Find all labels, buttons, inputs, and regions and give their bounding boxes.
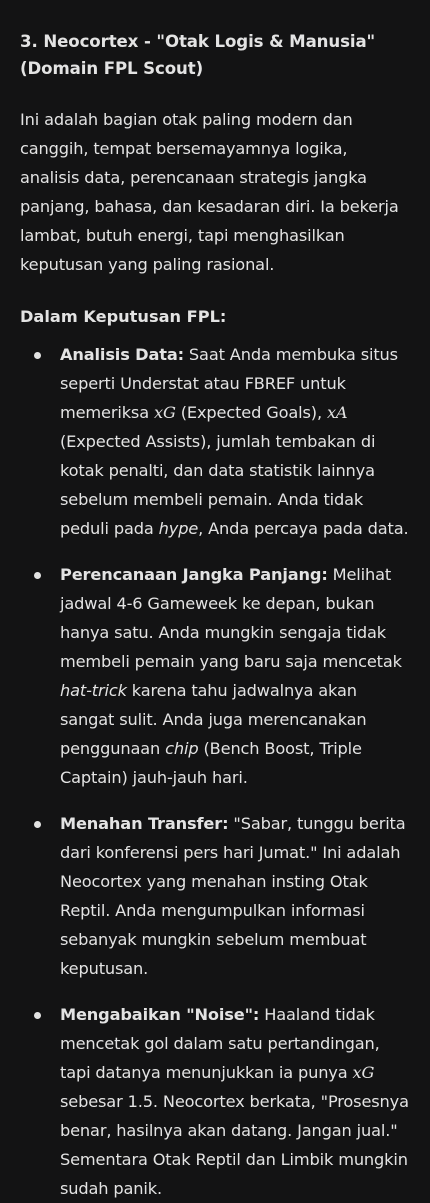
section-title-line1: 3. Neocortex - "Otak Logis & Manusia"	[20, 32, 376, 51]
list-item-perencanaan	[20, 560, 410, 792]
item-label: Perencanaan Jangka Panjang:	[60, 565, 328, 584]
item-text: (Bench Boost, Triple Captain) jauh-jauh hari.	[60, 739, 362, 787]
emphasis-text: hat-trick	[60, 681, 127, 700]
list-item-analisis-data	[20, 340, 410, 543]
item-text: Saat Anda membuka situs seperti Understat atau FBREF untuk memeriksa	[60, 345, 398, 422]
section-title-line2: (Domain FPL Scout)	[20, 59, 204, 78]
intro-paragraph: Ini adalah bagian otak paling modern dan canggih, tempat bersemayamnya logika, analisis data, perencanaan strategis jangka panjang, bahasa, dan kesadaran diri. Ia bekerja lambat, butuh energi, tapi menghasilkan keputusan yang paling rasional.	[20, 110, 399, 274]
math-xg: xG	[153, 403, 176, 422]
item-text: karena tahu jadwalnya akan sangat sulit. Anda juga merencanakan penggunaan	[60, 681, 367, 758]
item-text: , Anda percaya pada data.	[198, 519, 409, 538]
bullet-icon	[34, 821, 41, 828]
emphasis-text: hype	[158, 519, 199, 538]
bullet-icon	[34, 352, 41, 359]
item-label: Mengabaikan "Noise":	[60, 1005, 260, 1024]
item-text: sebesar 1.5. Neocortex berkata, "Prosesnya benar, hasilnya akan datang. Jangan jual." Sementara Otak Reptil dan Limbik mungkin sudah panik.	[60, 1092, 409, 1198]
list-item-mengabaikan-noise	[20, 1000, 410, 1203]
item-text: "Sabar, tunggu berita dari konferensi pers hari Jumat." Ini adalah Neocortex yang menahan insting Otak Reptil. Anda mengumpulkan informasi sebanyak mungkin sebelum membuat keputusan.	[60, 814, 406, 978]
item-label: Analisis Data:	[60, 345, 184, 364]
decision-list	[20, 340, 410, 1203]
math-xa: xA	[326, 403, 348, 422]
item-text: (Expected Assists), jumlah tembakan di kotak penalti, dan data statistik lainnya sebelum membeli pemain. Anda tidak peduli pada	[60, 432, 376, 538]
subheading: Dalam Keputusan FPL:	[20, 307, 227, 326]
bullet-icon	[34, 1012, 41, 1019]
section-title	[20, 28, 410, 82]
item-label: Menahan Transfer:	[60, 814, 229, 833]
item-text: (Expected Goals),	[175, 403, 327, 422]
emphasis-text: chip	[165, 739, 199, 758]
list-item-menahan-transfer	[20, 809, 410, 983]
item-text: Haaland tidak mencetak gol dalam satu pertandingan, tapi datanya menunjukkan ia punya	[60, 1005, 380, 1082]
item-text: Melihat jadwal 4-6 Gameweek ke depan, bukan hanya satu. Anda mungkin sengaja tidak membeli pemain yang baru saja mencetak	[60, 565, 402, 671]
math-xg: xG	[352, 1063, 375, 1082]
bullet-icon	[34, 572, 41, 579]
